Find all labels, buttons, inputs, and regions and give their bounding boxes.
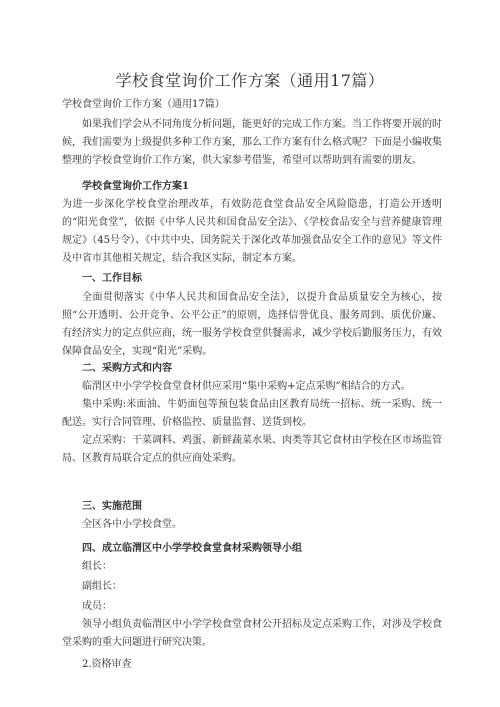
procurement-paragraph-b: 集中采购:米面油、牛奶面包等预包装食品由区教育局统一招标、统一采购、统一配送。实行合同管理、价格监控、质量监督、送货到校。 (62, 399, 442, 428)
qualification-review-line: 2.资格审查 (82, 659, 132, 670)
work-goal-paragraph: 全面贯彻落实《中华人民共和国食品安全法》，以提升食品质量安全为核心，按照“公开透明、公开竞争、公平公正”的原则，选择信誉优良、服务周到、质优价廉、有经济实力的定点供应商，统一服务学校食堂供餐需求，减少学校后勤服务压力，有效保障食品安全，实现“阳光”采购。 (62, 292, 442, 357)
heading-work-goal: 一、工作目标 (82, 273, 142, 284)
procurement-paragraph-c: 定点采购：干菜调料、鸡蛋、新鲜蔬菜水果、肉类等其它食材由学校在区市场监管局、区教育局联合定点的供应商处采购。 (62, 435, 442, 464)
procurement-paragraph-a: 临渭区中小学学校食堂食材供应采用“集中采购+定点采购”相结合的方式。 (82, 381, 411, 392)
leadership-duty-block (62, 616, 442, 652)
scope-paragraph: 全区各中小学校食堂。 (82, 519, 182, 530)
heading-scope: 三、实施范围 (82, 501, 142, 512)
work-goal-block (62, 289, 442, 361)
section-title: 学校食堂询价工作方案1 (82, 181, 189, 192)
intro-paragraph: 如果我们学会从不同角度分析问题，能更好的完成工作方案。当工作将要开展的时候，我们需要为上级提供多种工作方案，那么工作方案有什么格式呢？下面是小编收集整理的学校食堂询价工作方案，供大家参考借鉴，希望可以帮助到有需要的朋友。 (62, 119, 442, 166)
heading-leadership-group: 四、成立临渭区中小学学校食堂食材采购领导小组 (82, 543, 302, 554)
scope-block (62, 516, 442, 534)
section-paragraph-block (62, 196, 442, 268)
document-title: 学校食堂询价工作方案（通用17篇） (115, 71, 385, 90)
procurement-block (62, 378, 442, 468)
document-subtitle: 学校食堂询价工作方案（通用17篇） (62, 99, 225, 110)
deputy-leader-line: 副组长： (82, 581, 122, 592)
leadership-duty-paragraph: 领导小组负责临渭区中小学学校食堂食材公开招标及定点采购工作，对涉及学校食堂采购的重大问题进行研究决策。 (62, 619, 442, 648)
intro-paragraph-block (62, 116, 442, 170)
heading-procurement: 二、采购方式和内容 (82, 363, 172, 374)
group-leader-line: 组长： (82, 561, 112, 572)
section-paragraph: 为进一步深化学校食堂治理改革，有效防范食堂食品安全风险隐患，打造公开透明的“阳光食堂”，依据《中华人民共和国食品安全法》、《学校食品安全与营养健康管理规定》（45号令）、《中共中央、国务院关于深化改革加强食品安全工作的意见》等文件及中省市其他相关规定，结合我区实际，制定本方案。 (62, 199, 442, 264)
members-line: 成员： (82, 601, 112, 612)
